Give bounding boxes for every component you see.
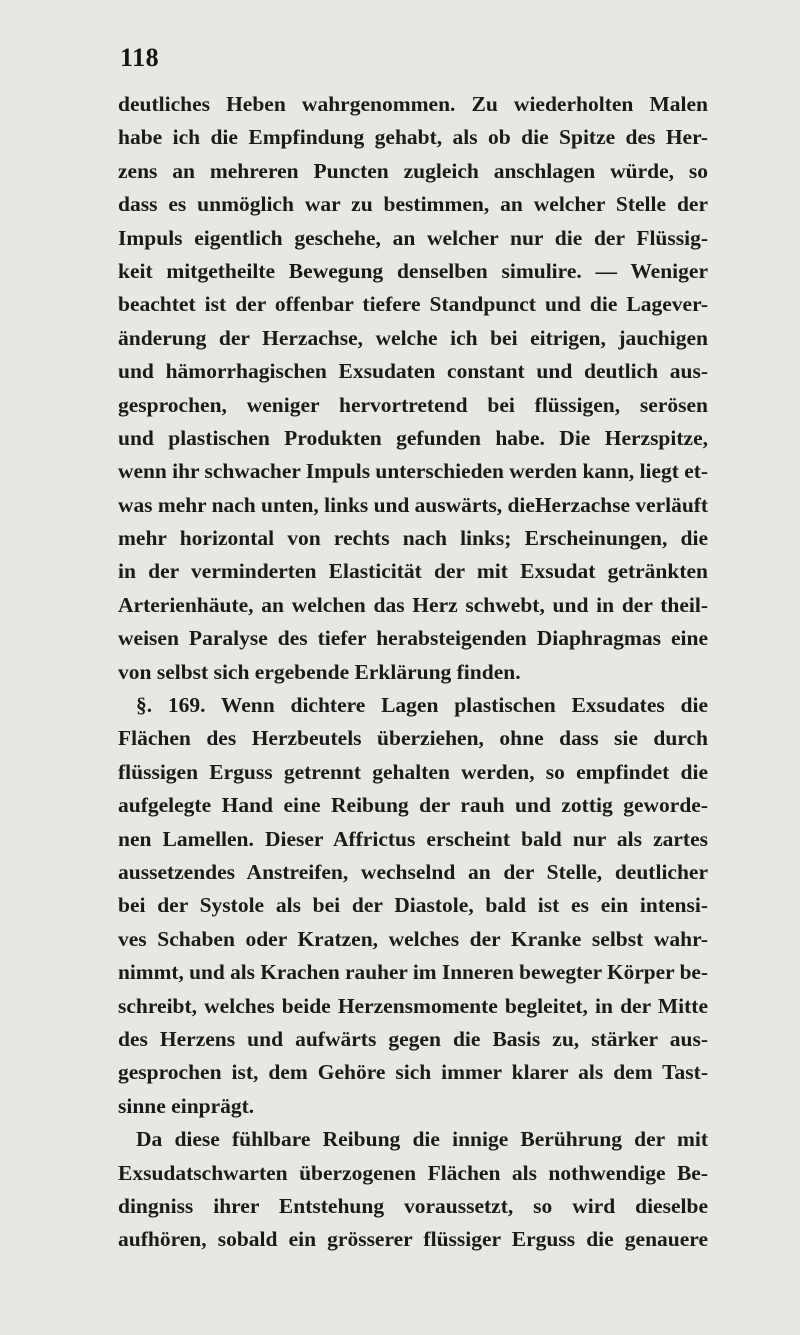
text-line: gesprochen, weniger hervortretend bei flüssigen, serösen (118, 392, 708, 417)
text-line: keit mitgetheilte Bewegung denselben simulire. — Weniger (118, 258, 708, 283)
text-line: Impuls eigentlich geschehe, an welcher nur die der Flüssig- (118, 225, 708, 250)
paragraph-start-line: Da diese fühlbare Reibung die innige Berührung der mit (136, 1127, 708, 1152)
text-line: gesprochen ist, dem Gehöre sich immer klarer als dem Tast- (118, 1060, 708, 1085)
text-line: Exsudatschwarten überzogenen Flächen als nothwendige Be- (118, 1160, 708, 1185)
text-line: dingniss ihrer Entstehung voraussetzt, so wird dieselbe (118, 1193, 708, 1218)
text-line: wenn ihr schwacher Impuls unterschieden werden kann, liegt et- (118, 459, 708, 484)
text-line: zens an mehreren Puncten zugleich anschlagen würde, so (118, 158, 708, 183)
text-line: beachtet ist der offenbar tiefere Standpunct und die Lagever- (118, 292, 708, 317)
text-line: Flächen des Herzbeutels überziehen, ohne dass sie durch (118, 726, 708, 751)
text-line: und hämorrhagischen Exsudaten constant und deutlich aus- (118, 359, 708, 384)
text-line: schreibt, welches beide Herzensmomente begleitet, in der Mitte (118, 993, 708, 1018)
text-line: bei der Systole als bei der Diastole, bald ist es ein intensi- (118, 893, 708, 918)
text-line: deutliches Heben wahrgenommen. Zu wiederholten Malen (118, 92, 708, 116)
text-line: von selbst sich ergebende Erklärung finden. (118, 659, 521, 684)
text-line: und plastischen Produkten gefunden habe. Die Herzspitze, (118, 425, 708, 450)
text-line: änderung der Herzachse, welche ich bei eitrigen, jauchigen (118, 325, 708, 350)
text-line: nen Lamellen. Dieser Affrictus erscheint bald nur als zartes (118, 826, 708, 851)
body-text (118, 88, 708, 1257)
text-line: weisen Paralyse des tiefer herabsteigenden Diaphragmas eine (118, 626, 708, 651)
text-line: flüssigen Erguss getrennt gehalten werden, so empfindet die (118, 759, 708, 784)
text-line: in der verminderten Elasticität der mit Exsudat getränkten (118, 559, 708, 584)
text-line: Arterienhäute, an welchen das Herz schwebt, und in der theil- (118, 592, 708, 617)
text-line: aufgelegte Hand eine Reibung der rauh und zottig geworde- (118, 793, 708, 818)
text-line: dass es unmöglich war zu bestimmen, an welcher Stelle der (118, 192, 708, 217)
text-line: was mehr nach unten, links und auswärts, dieHerzachse verläuft (118, 492, 709, 517)
text-line: sinne einprägt. (118, 1093, 255, 1118)
text-line: aussetzendes Anstreifen, wechselnd an der Stelle, deutlicher (118, 859, 708, 884)
text-line: ves Schaben oder Kratzen, welches der Kranke selbst wahr- (118, 926, 708, 951)
text-line: habe ich die Empfindung gehabt, als ob die Spitze des Her- (118, 125, 708, 150)
section-heading-line: §. 169. Wenn dichtere Lagen plastischen Exsudates die (136, 693, 708, 718)
text-line: mehr horizontal von rechts nach links; Erscheinungen, die (118, 526, 708, 551)
text-line: nimmt, und als Krachen rauher im Inneren bewegter Körper be- (118, 960, 709, 985)
page-number: 118 (120, 43, 160, 72)
text-line: aufhören, sobald ein grösserer flüssiger Erguss die genauere (118, 1227, 708, 1252)
text-line: des Herzens und aufwärts gegen die Basis zu, stärker aus- (118, 1026, 708, 1051)
